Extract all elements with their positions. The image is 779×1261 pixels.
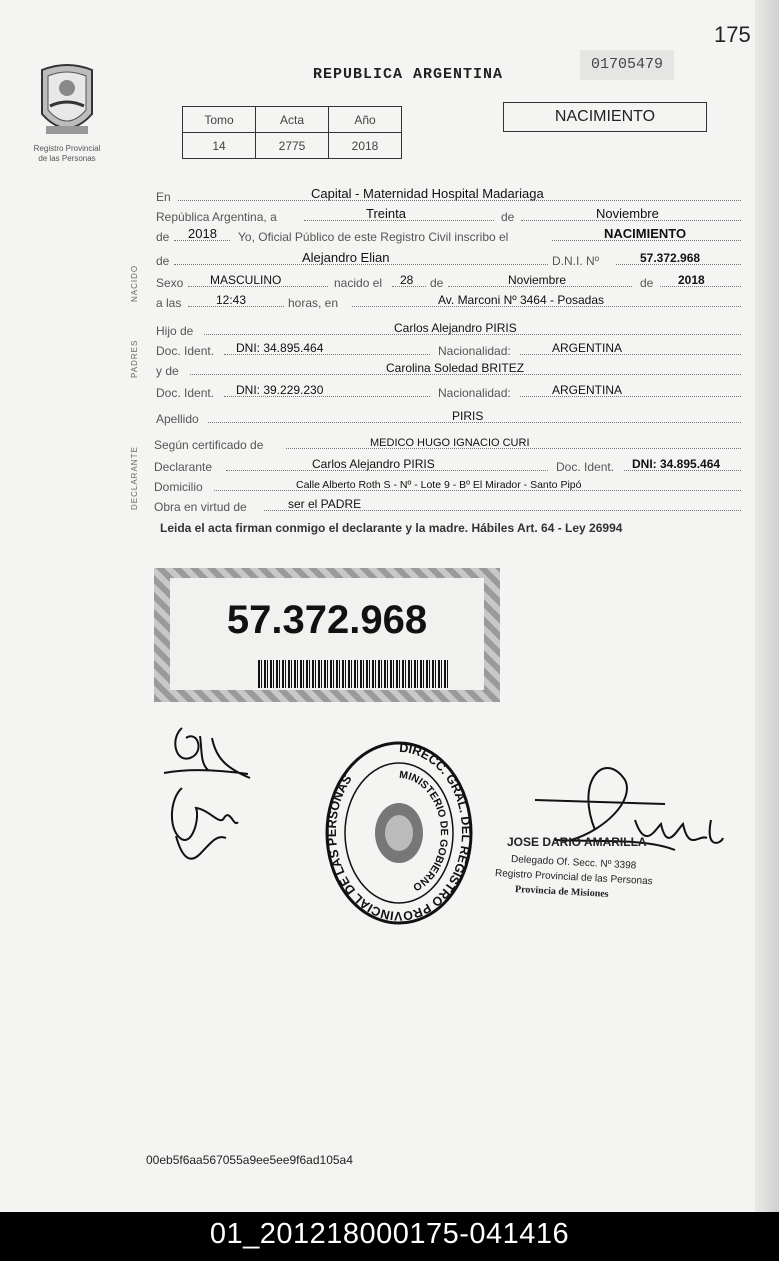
a-las-label: a las bbox=[156, 296, 182, 310]
dni-sticker-number: 57.372.968 bbox=[226, 598, 428, 642]
capacity-value: ser el PADRE bbox=[288, 497, 362, 511]
horas-label: horas, en bbox=[288, 296, 339, 310]
record-type-value: NACIMIENTO bbox=[604, 226, 687, 241]
father-name-value: Carlos Alejandro PIRIS bbox=[394, 321, 517, 335]
official-signature-block bbox=[485, 760, 725, 920]
closing-text: Leida el acta firman conmigo el declarante y la madre. Hábiles Art. 64 - Ley 26994 bbox=[160, 521, 623, 535]
official-province: Provincia de Misiones bbox=[514, 884, 609, 900]
nacionalidad-label: Nacionalidad: bbox=[438, 344, 511, 358]
doc-label: Doc. Ident. bbox=[156, 344, 215, 358]
stamp-outer-text: DIRECC. GRAL. DEL REGISTRO PROVINCIAL DE LAS PERSONAS bbox=[324, 740, 474, 924]
nacido-label: nacido el bbox=[334, 276, 383, 290]
stamp-inner-text: MINISTERIO DE GOBIERNO bbox=[398, 768, 450, 894]
declarant-signature bbox=[160, 718, 260, 868]
row-mother-doc bbox=[156, 382, 741, 400]
hijo-label: Hijo de bbox=[156, 324, 194, 338]
page-title: REPUBLICA ARGENTINA bbox=[313, 66, 504, 83]
official-title: Delegado Of. Secc. Nº 3398 bbox=[510, 854, 637, 872]
sexo-label: Sexo bbox=[156, 276, 184, 290]
dni-value: 57.372.968 bbox=[640, 251, 701, 265]
de-label: de bbox=[640, 276, 654, 290]
birth-month-value: Noviembre bbox=[508, 273, 567, 287]
de-label: de bbox=[156, 254, 170, 268]
official-name: JOSE DARIO AMARILLA bbox=[507, 835, 647, 849]
page-edge bbox=[755, 0, 779, 1212]
certificado-label: Según certificado de bbox=[154, 438, 264, 452]
act-type-box: NACIMIENTO bbox=[503, 102, 707, 132]
section-label-declarante: DECLARANTE bbox=[130, 446, 139, 510]
birth-day-value: 28 bbox=[400, 273, 414, 287]
birth-time-value: 12:43 bbox=[216, 293, 247, 307]
place-value: Capital - Maternidad Hospital Madariaga bbox=[311, 186, 544, 201]
provincial-seal-logo bbox=[36, 62, 98, 142]
en-label: En bbox=[156, 190, 171, 204]
birth-address-value: Av. Marconi Nº 3464 - Posadas bbox=[438, 293, 605, 307]
row-surname bbox=[156, 408, 741, 426]
de-label: de bbox=[430, 276, 444, 290]
year-value: 2018 bbox=[188, 226, 217, 241]
row-father bbox=[156, 320, 741, 338]
row-name bbox=[156, 250, 741, 268]
row-mother bbox=[156, 360, 741, 378]
tomo-header: Tomo bbox=[183, 107, 256, 133]
certifier-value: MEDICO HUGO IGNACIO CURI bbox=[370, 437, 530, 449]
surname-value: PIRIS bbox=[452, 409, 484, 423]
de-label: de bbox=[156, 230, 170, 244]
record-table bbox=[182, 106, 402, 159]
declarant-value: Carlos Alejandro PIRIS bbox=[312, 457, 435, 471]
row-declarant bbox=[156, 456, 741, 474]
ano-value: 2018 bbox=[329, 133, 402, 159]
section-label-nacido: NACIDO bbox=[130, 264, 139, 302]
doc-label: Doc. Ident. bbox=[556, 460, 615, 474]
nacionalidad-label: Nacionalidad: bbox=[438, 386, 511, 400]
row-date bbox=[156, 206, 741, 224]
dni-sticker-panel bbox=[170, 578, 484, 690]
page-number: 175 bbox=[714, 22, 751, 47]
day-value: Treinta bbox=[366, 206, 406, 221]
barcode bbox=[258, 660, 448, 688]
footer-bar bbox=[0, 1212, 779, 1261]
mother-nationality-value: ARGENTINA bbox=[552, 383, 623, 397]
de-label: de bbox=[501, 210, 515, 224]
sex-value: MASCULINO bbox=[210, 273, 282, 287]
serial-number: 01705479 bbox=[580, 50, 674, 80]
row-year bbox=[156, 226, 741, 244]
row-address bbox=[156, 476, 741, 494]
official-stamp bbox=[324, 738, 474, 928]
acta-value: 2775 bbox=[256, 133, 329, 159]
father-nationality-value: ARGENTINA bbox=[552, 341, 623, 355]
row-time bbox=[156, 292, 741, 310]
official-signature bbox=[485, 760, 725, 870]
mother-doc-value: DNI: 39.229.230 bbox=[236, 383, 324, 397]
doc-label: Doc. Ident. bbox=[156, 386, 215, 400]
document-hash: 00eb5f6aa567055a9ee5ee9f6ad105a4 bbox=[146, 1153, 353, 1167]
father-doc-value: DNI: 34.895.464 bbox=[236, 341, 324, 355]
footer-id: 01_201218000175-041416 bbox=[209, 1218, 570, 1250]
row-sex bbox=[156, 272, 741, 290]
section-label-padres: PADRES bbox=[130, 339, 139, 378]
tomo-value: 14 bbox=[183, 133, 256, 159]
ano-header: Año bbox=[329, 107, 402, 133]
name-value: Alejandro Elian bbox=[302, 250, 390, 265]
republica-label: República Argentina, a bbox=[156, 210, 277, 224]
y-de-label: y de bbox=[156, 364, 179, 378]
domicilio-label: Domicilio bbox=[154, 480, 203, 494]
dni-label: D.N.I. Nº bbox=[552, 254, 600, 268]
declarant-doc-value: DNI: 34.895.464 bbox=[632, 457, 721, 471]
dni-sticker bbox=[154, 568, 500, 702]
official-text: Yo, Oficial Público de este Registro Civil inscribo el bbox=[238, 230, 509, 244]
registry-label: Registro Provincial de las Personas bbox=[33, 144, 101, 163]
row-certificate bbox=[156, 434, 741, 452]
row-place bbox=[156, 186, 741, 204]
row-father-doc bbox=[156, 340, 741, 358]
mother-name-value: Carolina Soledad BRITEZ bbox=[386, 361, 525, 375]
obra-label: Obra en virtud de bbox=[154, 500, 247, 514]
declarante-label: Declarante bbox=[154, 460, 213, 474]
official-registry: Registro Provincial de las Personas bbox=[494, 868, 653, 888]
address-value: Calle Alberto Roth S - Nº - Lote 9 - Bº El Mirador - Santo Pipó bbox=[296, 479, 582, 491]
row-capacity bbox=[156, 496, 741, 514]
month-value: Noviembre bbox=[596, 206, 659, 221]
acta-header: Acta bbox=[256, 107, 329, 133]
apellido-label: Apellido bbox=[156, 412, 199, 426]
birth-year-value: 2018 bbox=[678, 273, 705, 287]
